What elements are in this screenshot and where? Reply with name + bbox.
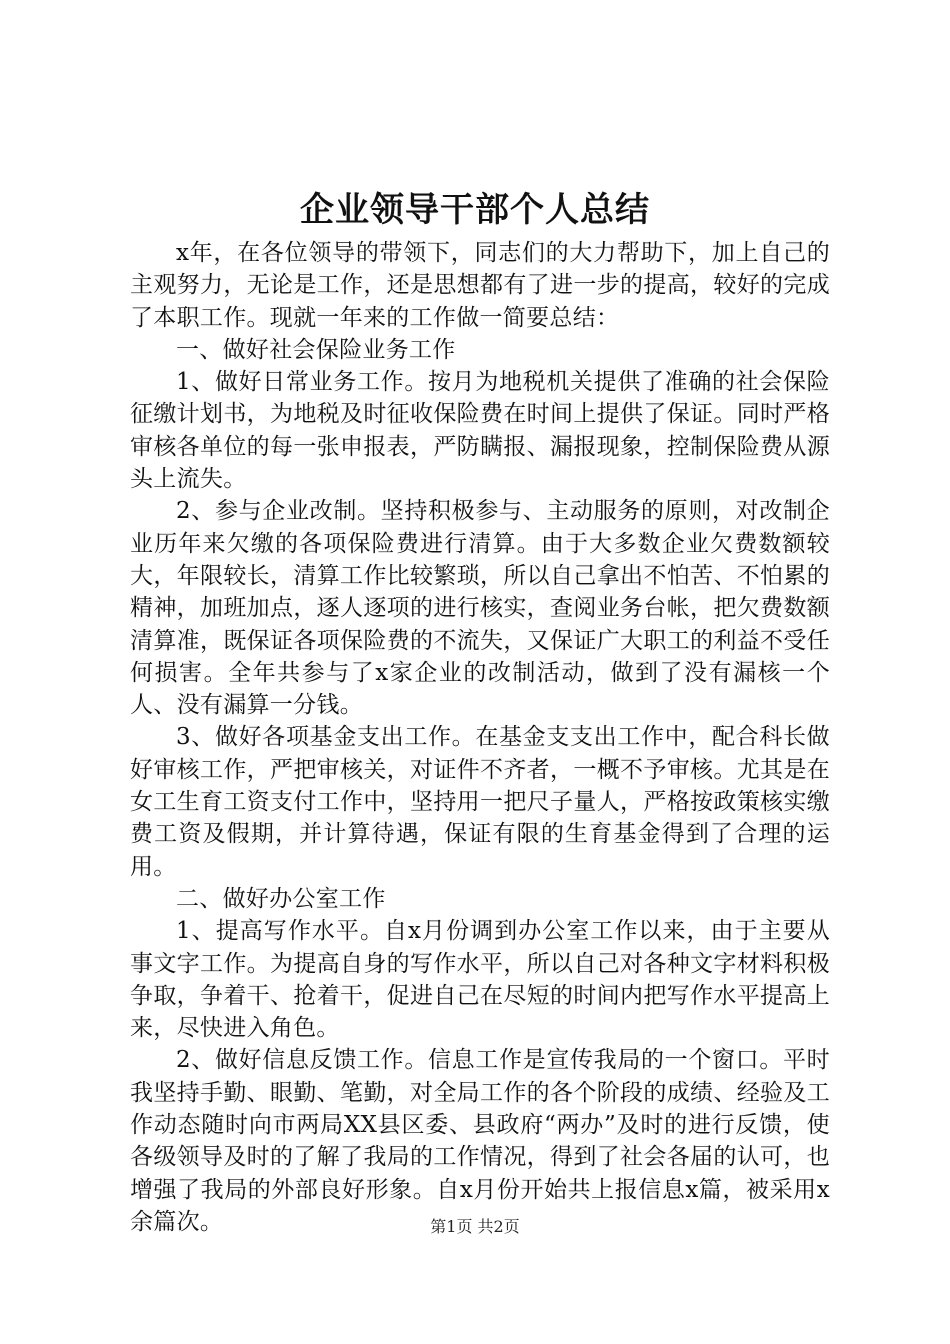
section-heading-social-insurance: 一、做好社会保险业务工作 [176, 336, 456, 363]
section-heading-office-work: 二、做好办公室工作 [176, 885, 386, 912]
paragraph-intro: x年，在各位领导的带领下，同志们的大力帮助下，加上自己的主观努力，无论是工作，还是思想都有了进一步的提高，较好的完成了本职工作。现就一年来的工作做一简要总结： [130, 240, 830, 331]
paragraph-enterprise-restructuring: 2、参与企业改制。坚持积极参与、主动服务的原则，对改制企业历年来欠缴的各项保险费进行清算。由于大多数企业欠费数额较大，年限较长，清算工作比较繁琐，所以自己拿出不怕苦、不怕累的精神，加班加点，逐人逐项的进行核实，查阅业务台帐，把欠费数额清算准，既保证各项保险费的不流失，又保证广大职工的利益不受任何损害。全年共参与了x家企业的改制活动，做到了没有漏核一个人、没有漏算一分钱。 [130, 498, 830, 719]
document-body [130, 237, 830, 1238]
paragraph-information-feedback: 2、做好信息反馈工作。信息工作是宣传我局的一个窗口。平时我坚持手勤、眼勤、笔勤，对全局工作的各个阶段的成绩、经验及工作动态随时向市两局XX县区委、县政府“两办”及时的进行反馈，使各级领导及时的了解了我局的工作情况，得到了社会各届的认可，也增强了我局的外部良好形象。自x月份开始共上报信息x篇，被采用x余篇次。 [130, 1047, 830, 1235]
paragraph-fund-expenditure: 3、做好各项基金支出工作。在基金支支出工作中，配合科长做好审核工作，严把审核关，对证件不齐者，一概不予审核。尤其是在女工生育工资支付工作中，坚持用一把尺子量人，严格按政策核实缴费工资及假期，并计算待遇，保证有限的生育基金得到了合理的运用。 [130, 724, 830, 880]
paragraph-writing-skills: 1、提高写作水平。自x月份调到办公室工作以来，由于主要从事文字工作。为提高自身的写作水平，所以自己对各种文字材料积极争取，争着干、抢着干，促进自己在尽短的时间内把写作水平提高上来，尽快进入角色。 [130, 918, 830, 1042]
document-title: 企业领导干部个人总结 [300, 190, 650, 230]
page-footer: 第1页 共2页 [430, 1217, 520, 1236]
paragraph-daily-business: 1、做好日常业务工作。按月为地税机关提供了准确的社会保险征缴计划书，为地税及时征收保险费在时间上提供了保证。同时严格审核各单位的每一张申报表，严防瞒报、漏报现象，控制保险费从源头上流失。 [130, 369, 830, 493]
